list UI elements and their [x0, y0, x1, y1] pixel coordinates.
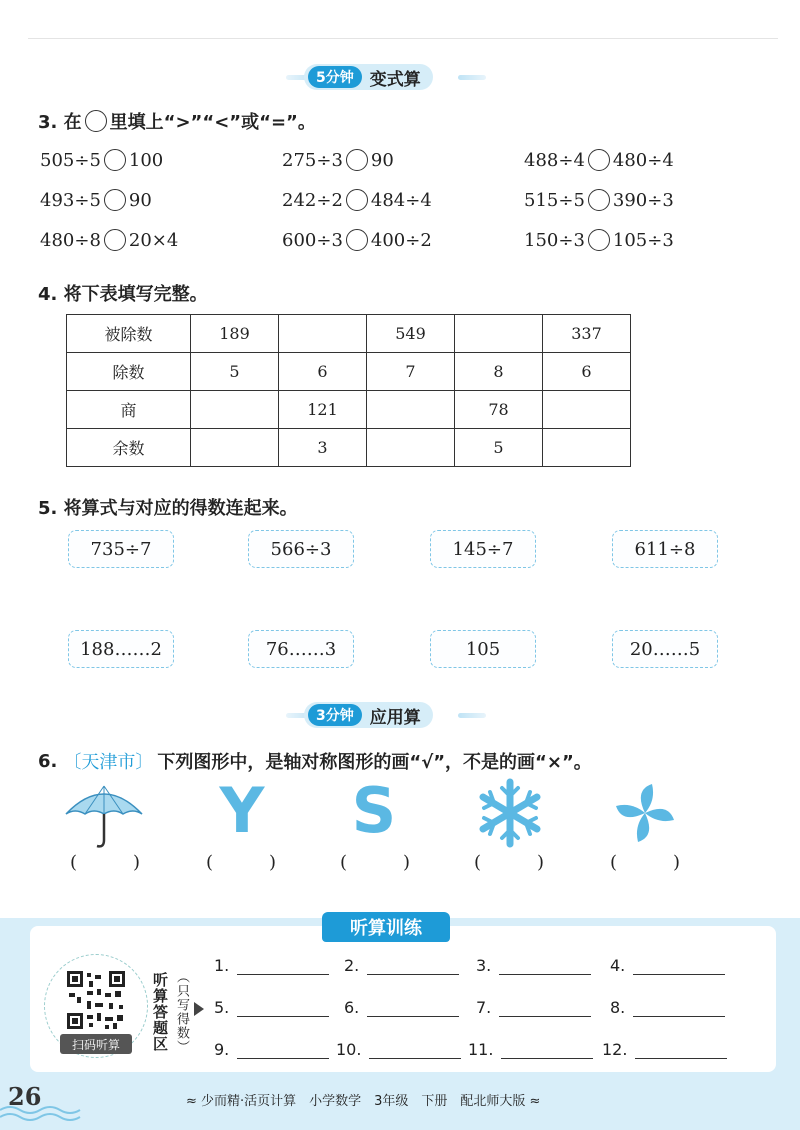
division-table: [66, 314, 631, 467]
compare-circle[interactable]: [346, 189, 368, 211]
header-pill: [304, 702, 433, 728]
compare-circle[interactable]: [104, 149, 126, 171]
table-cell-blank[interactable]: [279, 315, 367, 353]
blank-number: 1.: [214, 956, 230, 975]
answer-blank[interactable]: [602, 1040, 727, 1059]
blank-number: 10.: [336, 1040, 362, 1059]
q3-title-post: 里填上“>”“<”或“=”。: [109, 112, 316, 133]
result-box[interactable]: 76……3: [248, 630, 354, 668]
answer-blank[interactable]: [610, 956, 725, 975]
blank-number: 2.: [344, 956, 360, 975]
paren-close: ): [536, 852, 544, 873]
listening-tab: 听算训练: [322, 912, 450, 942]
expr-box[interactable]: 145÷7: [430, 530, 536, 568]
q3-item: [282, 186, 432, 214]
table-cell-blank[interactable]: [543, 391, 631, 429]
expr-left: 488÷4: [524, 149, 585, 171]
table-cell-blank[interactable]: [455, 315, 543, 353]
table-cell: 3: [279, 429, 367, 467]
table-cell: 549: [367, 315, 455, 353]
expr-box[interactable]: 566÷3: [248, 530, 354, 568]
compare-circle[interactable]: [588, 229, 610, 251]
blank-number: 5.: [214, 998, 230, 1017]
qr-code-icon[interactable]: [65, 969, 127, 1031]
region-tag: 〔天津市〕: [63, 752, 154, 773]
answer-blank[interactable]: [214, 956, 329, 975]
header-title: 变式算: [369, 69, 421, 90]
table-cell: 337: [543, 315, 631, 353]
answer-blank[interactable]: [344, 998, 459, 1017]
wave-decoration-icon: [0, 1104, 90, 1124]
expr-right: 105÷3: [612, 229, 674, 251]
table-cell-blank[interactable]: [191, 391, 279, 429]
blank-number: 9.: [214, 1040, 230, 1059]
q3-item: [524, 146, 674, 174]
table-cell: 7: [367, 353, 455, 391]
table-row: [67, 353, 631, 391]
table-row: [67, 429, 631, 467]
expr-left: 480÷8: [40, 229, 101, 251]
answer-paren[interactable]: [206, 852, 276, 873]
scan-label: 扫码听算: [60, 1034, 132, 1054]
letter-y-shape: Y: [219, 774, 265, 847]
blank-number: 4.: [610, 956, 626, 975]
compare-circle[interactable]: [104, 229, 126, 251]
table-cell: 189: [191, 315, 279, 353]
expr-left: 515÷5: [524, 189, 585, 211]
q3-title-pre: 3. 在: [38, 112, 82, 133]
answer-blank[interactable]: [344, 956, 459, 975]
q5-title: 5. 将算式与对应的得数连起来。: [38, 498, 298, 519]
paren-close: ): [132, 852, 140, 873]
page-number: 26: [8, 1082, 42, 1111]
table-cell: 8: [455, 353, 543, 391]
compare-circle[interactable]: [346, 149, 368, 171]
header-time-badge: 5分钟: [308, 66, 362, 88]
letter-s-shape: S: [351, 774, 397, 847]
blank-line[interactable]: [499, 959, 591, 975]
answer-paren[interactable]: [70, 852, 140, 873]
paren-close: ): [402, 852, 410, 873]
blank-line[interactable]: [237, 1001, 329, 1017]
blank-number: 11.: [468, 1040, 494, 1059]
q6-text: 下列图形中，是轴对称图形的画“√”，不是的画“×”。: [157, 752, 592, 773]
answer-paren[interactable]: [474, 852, 544, 873]
snowflake-icon: [472, 778, 548, 848]
header-time-badge: 3分钟: [308, 704, 362, 726]
expr-right: 400÷2: [370, 229, 432, 251]
q3-title: [38, 108, 316, 134]
blank-number: 3.: [476, 956, 492, 975]
blank-number: 6.: [344, 998, 360, 1017]
answer-blank[interactable]: [214, 1040, 329, 1059]
answer-blank[interactable]: [476, 956, 591, 975]
table-cell: 5: [455, 429, 543, 467]
footer-book-info: ≈ 少而精·活页计算 小学数学 3年级 下册 配北师大版 ≈: [186, 1094, 541, 1109]
header-line-right: [458, 75, 486, 80]
expr-right: 90: [370, 149, 394, 171]
answer-blank[interactable]: [476, 998, 591, 1017]
compare-circle[interactable]: [104, 189, 126, 211]
paren-open: (: [610, 852, 618, 873]
blank-line[interactable]: [369, 1043, 461, 1059]
q3-item: [282, 226, 432, 254]
compare-circle[interactable]: [588, 189, 610, 211]
result-box[interactable]: 105: [430, 630, 536, 668]
header-title: 应用算: [369, 707, 421, 728]
arrow-right-icon: [194, 1002, 204, 1016]
compare-circle[interactable]: [588, 149, 610, 171]
q3-item: [40, 226, 178, 254]
paren-open: (: [340, 852, 348, 873]
blank-line[interactable]: [237, 1043, 329, 1059]
q3-item: [282, 146, 394, 174]
expr-left: 150÷3: [524, 229, 585, 251]
blank-number: 8.: [610, 998, 626, 1017]
section-header-variation: [0, 62, 800, 92]
blank-line[interactable]: [237, 959, 329, 975]
table-cell: 121: [279, 391, 367, 429]
blank-number: 7.: [476, 998, 492, 1017]
q6-number: 6.: [38, 750, 58, 772]
table-header-cell: 商: [67, 391, 191, 429]
answer-area-note: （只写得数）: [174, 970, 189, 1054]
q6-title: [38, 748, 592, 774]
table-header-cell: 被除数: [67, 315, 191, 353]
q3-item: [524, 226, 674, 254]
paren-open: (: [206, 852, 214, 873]
table-cell-blank[interactable]: [367, 391, 455, 429]
expr-right: 390÷3: [612, 189, 674, 211]
result-box[interactable]: 188……2: [68, 630, 174, 668]
circle-icon: [85, 110, 107, 132]
table-cell-blank[interactable]: [367, 429, 455, 467]
region-tag-text: 天津市: [81, 752, 136, 773]
compare-circle[interactable]: [346, 229, 368, 251]
expr-left: 242÷2: [282, 189, 343, 211]
table-cell-blank[interactable]: [191, 429, 279, 467]
paren-close: ): [672, 852, 680, 873]
answer-paren[interactable]: [610, 852, 680, 873]
expr-right: 480÷4: [612, 149, 674, 171]
blank-line[interactable]: [633, 1001, 725, 1017]
umbrella-icon: [62, 780, 146, 850]
table-cell: 6: [543, 353, 631, 391]
blank-line[interactable]: [635, 1043, 727, 1059]
pinwheel-icon: [612, 780, 678, 846]
expr-right: 90: [128, 189, 152, 211]
blank-line[interactable]: [499, 1001, 591, 1017]
blank-line[interactable]: [633, 959, 725, 975]
header-pill: [304, 64, 433, 90]
expr-left: 600÷3: [282, 229, 343, 251]
table-row: [67, 315, 631, 353]
header-line-right: [458, 713, 486, 718]
q3-item: [40, 146, 163, 174]
expr-left: 493÷5: [40, 189, 101, 211]
table-cell: 6: [279, 353, 367, 391]
blank-line[interactable]: [501, 1043, 593, 1059]
paren-close: ): [268, 852, 276, 873]
blank-number: 12.: [602, 1040, 628, 1059]
table-row: [67, 391, 631, 429]
paren-open: (: [70, 852, 78, 873]
expr-right: 484÷4: [370, 189, 432, 211]
result-box[interactable]: 20……5: [612, 630, 718, 668]
q3-item: [524, 186, 674, 214]
answer-paren[interactable]: [340, 852, 410, 873]
q4-title: 4. 将下表填写完整。: [38, 284, 208, 305]
answer-blank[interactable]: [214, 998, 329, 1017]
answer-area-label: 听算答题区: [151, 972, 169, 1052]
table-header-cell: 余数: [67, 429, 191, 467]
expr-left: 275÷3: [282, 149, 343, 171]
answer-blank[interactable]: [336, 1040, 461, 1059]
paren-open: (: [474, 852, 482, 873]
answer-blank[interactable]: [468, 1040, 593, 1059]
table-header-cell: 除数: [67, 353, 191, 391]
expr-right: 100: [128, 149, 164, 171]
q3-item: [40, 186, 152, 214]
top-rule: [28, 38, 778, 39]
expr-left: 505÷5: [40, 149, 101, 171]
expr-right: 20×4: [128, 229, 179, 251]
table-cell: 78: [455, 391, 543, 429]
answer-blank[interactable]: [610, 998, 725, 1017]
section-header-application: [0, 700, 800, 730]
blank-line[interactable]: [367, 1001, 459, 1017]
table-cell: 5: [191, 353, 279, 391]
table-cell-blank[interactable]: [543, 429, 631, 467]
expr-box[interactable]: 735÷7: [68, 530, 174, 568]
blank-line[interactable]: [367, 959, 459, 975]
expr-box[interactable]: 611÷8: [612, 530, 718, 568]
